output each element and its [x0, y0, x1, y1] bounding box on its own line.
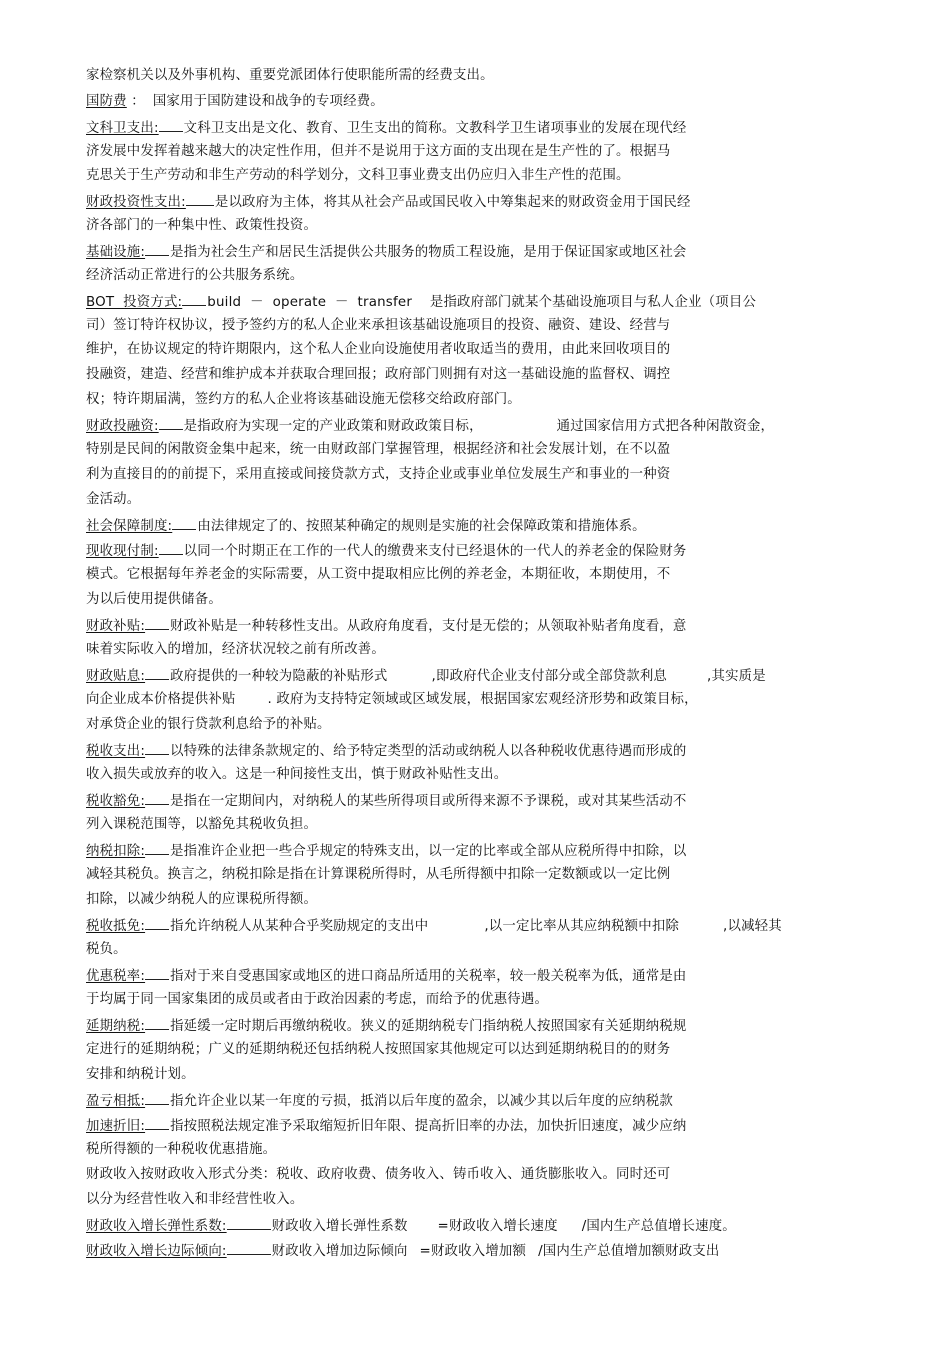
text-segment: 安排和纳税计划。: [86, 1067, 195, 1082]
paragraph-line: [86, 217, 317, 235]
text-segment: 利为直接目的的前提下，采用直接或间接贷款方式，支持企业或事业单位发展生产和事业的一种资: [86, 467, 671, 482]
definition-bot: [86, 292, 756, 312]
definition-nashuikouchu: [86, 841, 687, 861]
text-segment: =财政收入增加额: [419, 1244, 527, 1259]
definition-caizhengtiexi: [86, 666, 766, 686]
text-segment: ：: [126, 94, 145, 109]
paragraph-line: [86, 1041, 670, 1059]
definition-shuishoudimian: [86, 916, 782, 936]
paragraph-line: [86, 691, 698, 709]
term-label: 社会保障制度:: [86, 519, 173, 534]
paragraph-line: [86, 167, 630, 185]
paragraph-line: [86, 1191, 303, 1209]
text-segment: 对承贷企业的银行贷款利息给予的补贴。: [86, 717, 331, 732]
blank-line: [145, 741, 169, 755]
blank-line: [227, 1216, 271, 1230]
text-segment: 指允许纳税人从某种合乎奖励规定的支出中: [170, 919, 429, 934]
text-segment: 维护，在协议规定的特许期限内，这个私人企业向设施使用者收取适当的费用，由此来回收项目的: [86, 342, 671, 357]
text-segment: /国内生产总值增长速度。: [581, 1219, 736, 1234]
paragraph-line: [86, 1166, 670, 1184]
term-label: 财政收入增长弹性系数:: [86, 1219, 227, 1234]
text-segment: ,以减轻其: [723, 919, 782, 934]
term-label: 国防费: [86, 94, 127, 109]
blank-line: [159, 541, 183, 555]
paragraph-line: [86, 341, 670, 359]
paragraph-line: [86, 766, 507, 784]
text-segment: 文科卫支出是文化、教育、卫生支出的简称。文教科学卫生诸项事业的发展在现代经: [183, 121, 687, 136]
blank-line: [145, 1091, 169, 1105]
blank-line: [186, 192, 214, 206]
definition-bianjiqingxiang: [86, 1241, 719, 1261]
text-segment: 金活动。: [86, 492, 141, 507]
paragraph-line: [86, 591, 222, 609]
term-label: 财政投资性支出:: [86, 195, 186, 210]
text-segment: 是指在一定期间内，对纳税人的某些所得项目或所得来源不予课税，或对其某些活动不: [170, 794, 687, 809]
definition-guofangfei: [86, 93, 384, 111]
text-segment: 指对于来自受惠国家或地区的进口商品所适用的关税率，较一般关税率为低，通常是由: [170, 969, 687, 984]
text-segment: 特别是民间的闲散资金集中起来，统一由财政部门掌握管理，根据经济和社会发展计划，在不以盈: [86, 442, 671, 457]
blank-line: [145, 791, 169, 805]
paragraph-line: [86, 716, 331, 734]
blank-line: [145, 916, 169, 930]
blank-line: [145, 242, 169, 256]
paragraph-line: [86, 816, 317, 834]
text-segment: 是指政府为实现一定的产业政策和财政政策目标，: [183, 419, 483, 434]
text-segment: 家检察机关以及外事机构、重要党派团体行使职能所需的经费支出。: [86, 68, 494, 83]
text-segment: 以分为经营性收入和非经营性收入。: [86, 1192, 304, 1207]
paragraph-line: [86, 991, 548, 1009]
text-segment: 收入损失或放弃的收入。这是一种间接性支出，慎于财政补贴性支出。: [86, 767, 508, 782]
paragraph-line: [86, 317, 670, 335]
blank-line: [145, 966, 169, 980]
text-segment: 是指准许企业把一些合乎规定的特殊支出，以一定的比率或全部从应税所得中扣除，以: [170, 844, 687, 859]
paragraph-line: [86, 941, 127, 959]
text-segment: 财政收入按财政收入形式分类：税收、政府收费、债务收入、铸币收入、通货膨胀收入。同时还可: [86, 1167, 671, 1182]
blank-line: [159, 118, 183, 132]
blank-line: [159, 416, 183, 430]
term-label: 基础设施:: [86, 245, 146, 260]
paragraph-line: [86, 1141, 276, 1159]
text-segment: 定进行的延期纳税；广义的延期纳税还包括纳税人按照国家其他规定可以达到延期纳税目的的财务: [86, 1042, 671, 1057]
blank-line: [145, 1016, 169, 1030]
paragraph-line: [86, 866, 670, 884]
paragraph-line: [86, 1066, 195, 1084]
definition-shehuibaozhang: [86, 516, 646, 536]
blank-line: [172, 516, 196, 530]
term-label: 加速折旧:: [86, 1119, 146, 1134]
definition-shuishouzhichu: [86, 741, 687, 761]
text-segment: 于均属于同一国家集团的成员或者由于政治因素的考虑，而给予的优惠待遇。: [86, 992, 549, 1007]
text-segment: build － operate － transfer 是指政府部门就某个基础设施项目与私人企业（项目公: [207, 295, 757, 310]
term-label: 财政补贴:: [86, 619, 146, 634]
text-segment: 财政收入增加边际倾向: [271, 1244, 408, 1259]
definition-touzixing: [86, 192, 691, 212]
text-segment: 向企业成本价格提供补贴: [86, 692, 236, 707]
text-segment: 为以后使用提供储备。: [86, 592, 222, 607]
definition-yingkuixiangdi: [86, 1091, 673, 1111]
term-label: 税收支出:: [86, 744, 146, 759]
text-segment: 财政收入增长弹性系数: [271, 1219, 408, 1234]
text-segment: 是指为社会生产和居民生活提供公共服务的物质工程设施，是用于保证国家或地区社会: [170, 245, 687, 260]
paragraph-line: [86, 466, 670, 484]
definition-caizhengbutie: [86, 616, 687, 636]
text-segment: ,其实质是: [707, 669, 766, 684]
text-segment: 克思关于生产劳动和非生产劳动的科学划分，文科卫事业费支出仍应归入非生产性的范围。: [86, 168, 630, 183]
paragraph-line: [86, 566, 670, 584]
definition-jichusheshi: [86, 242, 687, 262]
text-segment: 模式。它根据每年养老金的实际需要，从工资中提取相应比例的养老金，本期征收，本期使用，不: [86, 567, 671, 582]
term-label: 财政收入增长边际倾向:: [86, 1244, 227, 1259]
paragraph-line: [86, 67, 494, 85]
paragraph-line: [86, 267, 303, 285]
text-segment: 味着实际收入的增加，经济状况较之前有所改善。: [86, 642, 385, 657]
text-segment: 扣除，以减少纳税人的应课税所得额。: [86, 892, 318, 907]
text-segment: 国家用于国防建设和战争的专项经费。: [152, 94, 384, 109]
text-segment: 税所得额的一种税收优惠措施。: [86, 1142, 277, 1157]
paragraph-line: [86, 391, 521, 409]
term-label: 盈亏相抵:: [86, 1094, 146, 1109]
definition-shuishouhuomian: [86, 791, 687, 811]
text-segment: 以特殊的法律条款规定的、给予特定类型的活动或纳税人以各种税收优惠待遇而形成的: [170, 744, 687, 759]
paragraph-line: [86, 143, 670, 161]
text-segment: . 政府为支持特定领域或区域发展，根据国家宏观经济形势和政策目标，: [267, 692, 698, 707]
text-segment: 财政补贴是一种转移性支出。从政府角度看，支付是无偿的；从领取补贴者角度看，意: [170, 619, 687, 634]
term-label: 税收豁免:: [86, 794, 146, 809]
text-segment: 权；特许期届满，签约方的私人企业将该基础设施无偿移交给政府部门。: [86, 392, 521, 407]
term-label: 延期纳税:: [86, 1019, 146, 1034]
text-segment: 税负。: [86, 942, 127, 957]
blank-line: [182, 292, 206, 306]
text-segment: 通过国家信用方式把各种闲散资金，: [556, 419, 775, 434]
term-label: BOT 投资方式:: [86, 295, 183, 310]
text-segment: 指延缓一定时期后再缴纳税收。狭义的延期纳税专门指纳税人按照国家有关延期纳税规: [170, 1019, 687, 1034]
paragraph-line: [86, 641, 385, 659]
blank-line: [145, 666, 169, 680]
text-segment: 指允许企业以某一年度的亏损，抵消以后年度的盈余，以减少其以后年度的应纳税款: [170, 1094, 673, 1109]
text-segment: 是以政府为主体，将其从社会产品或国民收入中筹集起来的财政资金用于国民经: [214, 195, 691, 210]
text-segment: 以同一个时期正在工作的一代人的缴费来支付已经退休的一代人的养老金的保险财务: [183, 544, 687, 559]
text-segment: 济发展中发挥着越来越大的决定性作用，但并不是说用于这方面的支出现在是生产性的了。根据马: [86, 144, 671, 159]
paragraph-line: [86, 366, 670, 384]
definition-tanxingxishu: [86, 1216, 736, 1236]
term-label: 文科卫支出:: [86, 121, 159, 136]
text-segment: /国内生产总值增加额财政支出: [538, 1244, 720, 1259]
blank-line: [145, 1116, 169, 1130]
text-segment: 政府提供的一种较为隐蔽的补贴形式: [170, 669, 388, 684]
definition-yanqinashui: [86, 1016, 687, 1036]
blank-line: [145, 841, 169, 855]
blank-line: [145, 616, 169, 630]
term-label: 优惠税率:: [86, 969, 146, 984]
blank-line: [227, 1241, 271, 1255]
text-segment: ,以一定比率从其应纳税额中扣除: [484, 919, 680, 934]
text-segment: 由法律规定了的、按照某种确定的规则是实施的社会保障政策和措施体系。: [197, 519, 646, 534]
text-segment: 减轻其税负。换言之，纳税扣除是指在计算课税所得时，从毛所得额中扣除一定数额或以一定比例: [86, 867, 671, 882]
definition-jiasuzhejiu: [86, 1116, 687, 1136]
text-segment: 经济活动正常进行的公共服务系统。: [86, 268, 304, 283]
text-segment: 济各部门的一种集中性、政策性投资。: [86, 218, 318, 233]
term-label: 税收抵免:: [86, 919, 146, 934]
paragraph-line: [86, 491, 140, 509]
definition-tourongzi: [86, 416, 774, 436]
term-label: 财政投融资:: [86, 419, 159, 434]
paragraph-line: [86, 441, 670, 459]
definition-youhuishuilv: [86, 966, 687, 986]
text-segment: 列入课税范围等，以豁免其税收负担。: [86, 817, 318, 832]
text-segment: 司）签订特许权协议，授予签约方的私人企业来承担该基础设施项目的投资、融资、建设、经营与: [86, 318, 671, 333]
term-label: 纳税扣除:: [86, 844, 146, 859]
text-segment: 投融资，建造、经营和维护成本并获取合理回报；政府部门则拥有对这一基础设施的监督权、调控: [86, 367, 671, 382]
text-segment: ,即政府代企业支付部分或全部贷款利息: [431, 669, 668, 684]
definition-wenkewei: [86, 118, 687, 138]
definition-xianshouxianfu: [86, 541, 687, 561]
term-label: 现收现付制:: [86, 544, 159, 559]
text-segment: 指按照税法规定准予采取缩短折旧年限、提高折旧率的办法，加快折旧速度，减少应纳: [170, 1119, 687, 1134]
paragraph-line: [86, 891, 317, 909]
text-segment: =财政收入增长速度: [437, 1219, 558, 1234]
term-label: 财政贴息:: [86, 669, 146, 684]
